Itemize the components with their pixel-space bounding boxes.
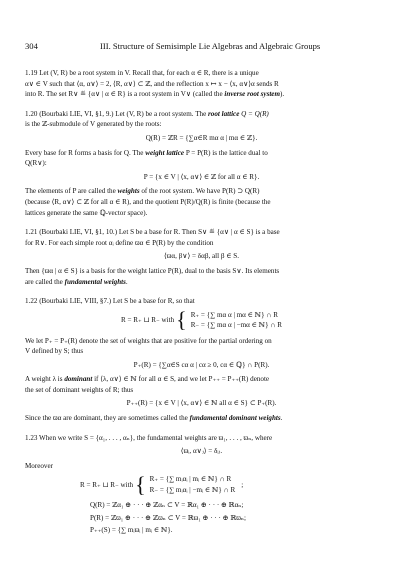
- paragraph: [25, 374, 378, 395]
- case-line: R₊ = {∑ mα α | mα ∈ ℕ} ∩ R: [190, 310, 278, 319]
- section-1-20: [25, 109, 378, 218]
- display-equation-cases: [25, 471, 378, 497]
- equation-lhs: R = R₊ ⊔ R₋ with: [80, 480, 134, 489]
- text-line: ).: [279, 90, 285, 99]
- text-line: Every base for R forms a basis for Q. The: [25, 148, 146, 157]
- left-brace: {: [135, 471, 146, 497]
- case-lines: [191, 310, 282, 331]
- text-line: α∨ ∈ V such that ⟨α, α∨⟩ = 2, ⟨R, α∨⟩ ⊂ ℤ, and the reflection x ↦ x − ⟨x, α∨⟩α sends R: [25, 79, 279, 88]
- left-brace: {: [176, 307, 187, 333]
- text-line: of the root system. We have P(R) ⊃ Q(R): [139, 187, 260, 196]
- text-line: lattices generate the same ℚ-vector space).: [25, 208, 148, 217]
- running-title: III. Structure of Semisimple Lie Algebras and Algebraic Groups: [100, 41, 321, 51]
- section-1-22: [25, 296, 378, 424]
- section-1-21: [25, 227, 378, 287]
- section-1-19: [25, 68, 378, 100]
- punctuation: ;: [241, 480, 244, 489]
- defined-term: inverse root system: [224, 90, 280, 99]
- text-line: 1.19 Let (V, R) be a root system in V. Recall that, for each α ∈ R, there is a unique: [25, 69, 259, 77]
- defined-term: fundamental dominant weights: [189, 414, 281, 423]
- display-equation: ⟨ϖα, β∨⟩ = δαβ, all β ∈ S.: [163, 252, 240, 261]
- case-line: R₋ = {∑ mᵢαᵢ | −mᵢ ∈ ℕ} ∩ R: [149, 485, 236, 494]
- paragraph: [25, 296, 378, 307]
- text-line: 1.23 When we write S = {α₁, . . . , αₙ}, the fundamental weights are ϖ₁, . . . , ϖₙ, where: [25, 433, 273, 442]
- text-line: for R∨. For each simple root αᵢ define ϖα ∈ P(R) by the condition: [25, 238, 214, 247]
- section-1-23: [25, 433, 378, 536]
- text-line: The elements of P are called the: [25, 187, 118, 196]
- display-equation: P = {x ∈ V | ⟨x, α∨⟩ ∈ ℤ for all α ∈ R}.: [143, 172, 260, 181]
- text-line: 1.21 (Bourbaki LIE, VI, §1, 10.) Let S be a base for R. Then S∨ ≝ {α∨ | α ∈ S} is a base: [25, 228, 280, 237]
- display-equation: ⟨ϖᵢ, α∨ⱼ⟩ = δᵢⱼ.: [180, 447, 223, 456]
- defined-term: weights: [117, 187, 140, 196]
- display-equation-cases: [25, 307, 378, 333]
- paragraph: [25, 413, 378, 424]
- text-line: P = P(R) is the lattice dual to: [184, 148, 268, 157]
- display-equation: Q(R) = ℤR = {∑α∈R mα α | mα ∈ ℤ}.: [145, 133, 258, 142]
- text-line: is the ℤ-submodule of V generated by the roots:: [25, 120, 162, 129]
- text-line: are called the: [25, 277, 65, 286]
- text-line: 1.22 (Bourbaki LIE, VIII, §7.) Let S be a base for R, so that: [25, 297, 195, 306]
- text-line: Q(R∨):: [25, 159, 47, 168]
- text-line: the set of dominant weights of R; thus: [25, 385, 134, 394]
- page-header: [25, 41, 378, 51]
- page-number: 304: [25, 41, 38, 51]
- defined-term: weight lattice: [145, 148, 185, 157]
- paragraph: [25, 148, 378, 169]
- paragraph: [25, 186, 378, 218]
- display-equation: P₊₊(S) = {∑ mᵢϖᵢ | mᵢ ∈ ℕ}.: [90, 526, 173, 535]
- text-line: V defined by S; thus: [25, 347, 84, 356]
- case-line: R₊ = {∑ mᵢαᵢ | mᵢ ∈ ℕ} ∩ R: [149, 475, 232, 484]
- text-line: .: [125, 277, 128, 286]
- display-equation: P(R) = ℤϖ₁ ⊕ · · · ⊕ ℤϖₙ ⊂ V = ℝϖ₁ ⊕ · · · ⊕ ℝϖₙ;: [90, 513, 246, 522]
- paragraph: [25, 68, 378, 100]
- paragraph: [25, 336, 378, 357]
- defined-term: dominant: [64, 375, 93, 384]
- page-content: [25, 68, 378, 538]
- paragraph: [25, 266, 378, 287]
- defined-term: fundamental weights: [64, 277, 126, 286]
- case-line: R₋ = {∑ mα α | −mα ∈ ℕ} ∩ R: [190, 321, 282, 330]
- text-line: We let P₊ = P₊(R) denote the set of weights that are positive for the partial ordering on: [25, 336, 272, 345]
- text-line: Q = Q(R): [239, 109, 269, 118]
- paragraph: [25, 433, 378, 444]
- text-line: (because ⟨R, α∨⟩ ⊂ ℤ for all α ∈ R), and the quotient P(R)/Q(R) is finite (because the: [25, 197, 271, 206]
- defined-term: root lattice: [208, 109, 240, 118]
- paragraph: [25, 227, 378, 248]
- equation-lhs: R = R₊ ⊔ R₋ with: [121, 315, 175, 324]
- display-equation: P₊₊(R) = {x ∈ V | ⟨x, α∨⟩ ∈ ℕ all α ∈ S} ⊂ P₊(R).: [126, 399, 277, 408]
- text-line: 1.20 (Bourbaki LIE, VI, §1, 9.) Let (V, R) be a root system. The: [25, 109, 209, 118]
- text-line: Since the ϖα are dominant, they are sometimes called the: [25, 414, 190, 423]
- paragraph: [25, 109, 378, 130]
- text-line: Then {ϖα | α ∈ S} is a basis for the weight lattice P(R), dual to the basis S∨. Its elements: [25, 266, 280, 275]
- text-line: if ⟨λ, α∨⟩ ∈ ℕ for all α ∈ S, and we let P₊₊ = P₊₊(R) denote: [92, 375, 270, 384]
- case-lines: [150, 474, 236, 495]
- paragraph: [25, 461, 378, 472]
- display-equation: Q(R) = ℤα₁ ⊕ · · · ⊕ ℤαₙ ⊂ V = ℝα₁ ⊕ · · · ⊕ ℝαₙ;: [90, 501, 244, 510]
- text-line: A weight λ is: [25, 375, 65, 384]
- text-line: Moreover: [25, 461, 53, 470]
- text-line: into R. The set R∨ ≝ {α∨ | α ∈ R} is a root system in V∨ (called the: [25, 90, 225, 99]
- display-equation: P₊(R) = {∑α∈S cα α | cα ≥ 0, cα ∈ ℚ} ∩ P(R).: [133, 360, 270, 369]
- text-line: .: [280, 414, 283, 423]
